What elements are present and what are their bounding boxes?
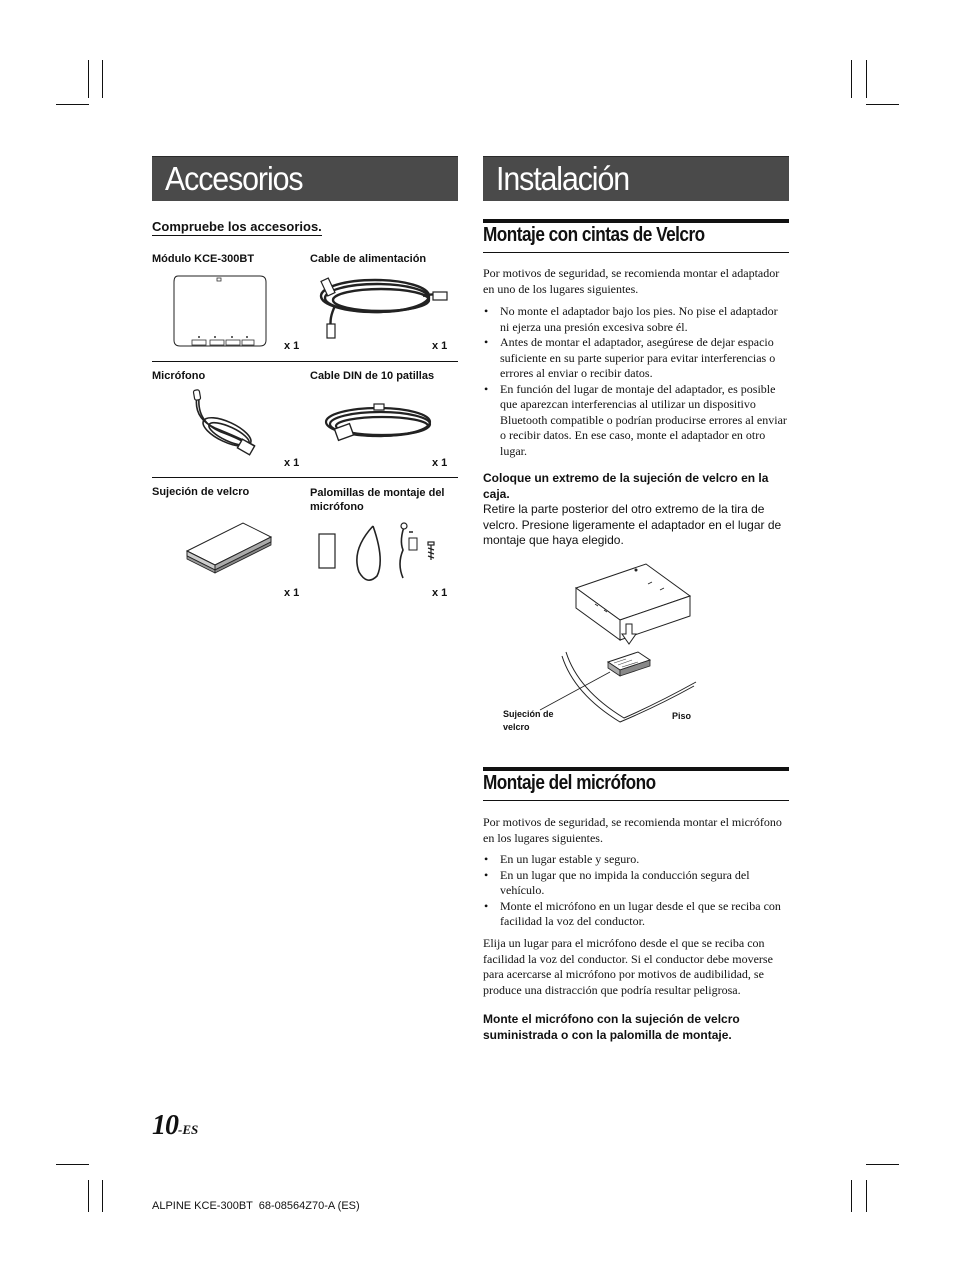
- list-item: • No monte el adaptador bajo los pies. No pise el adaptador ni ejerza una presión excesiva sobre él.: [483, 304, 789, 335]
- power-cable-illustration: [315, 270, 455, 340]
- qty-mic-clips: x 1: [432, 587, 448, 599]
- qty-din-cable: x 1: [432, 457, 448, 469]
- item-label-mic-clips: Palomillas de montaje del micrófono: [310, 487, 445, 513]
- page-number: [152, 1110, 198, 1142]
- module-illustration: [170, 270, 270, 350]
- item-divider: [152, 361, 458, 362]
- velcro-intro: Por motivos de seguridad, se recomienda montar el adaptador en uno de los lugares siguientes.: [483, 266, 780, 296]
- mic-clips-illustration: [315, 520, 445, 592]
- check-heading: Compruebe los accesorios.: [152, 219, 322, 234]
- qty-velcro: x 1: [284, 587, 300, 599]
- page-number-value: 10: [152, 1110, 178, 1141]
- item-label-velcro: Sujeción de velcro: [152, 486, 250, 498]
- velcro-bullets: [483, 304, 789, 459]
- section-rule-top: [483, 767, 789, 771]
- item-label-microphone: Micrófono: [152, 370, 206, 382]
- figure-label-velcro: Sujeción de velcro: [503, 709, 554, 732]
- mic-intro: Por motivos de seguridad, se recomienda montar el micrófono en los lugares siguientes.: [483, 815, 782, 845]
- qty-microphone: x 1: [284, 457, 300, 469]
- instalacion-banner: [483, 156, 789, 201]
- list-item: • En un lugar estable y seguro.: [483, 852, 789, 868]
- item-label-module: Módulo KCE-300BT: [152, 253, 255, 265]
- instalacion-title: Instalación: [496, 160, 630, 197]
- velcro-section-title: Montaje con cintas de Velcro: [483, 224, 705, 246]
- accesorios-banner: [152, 156, 458, 201]
- section-rule-top: [483, 219, 789, 223]
- velcro-illustration: [185, 517, 275, 577]
- din-cable-illustration: [320, 400, 440, 450]
- mic-step-heading: Monte el micrófono con la sujeción de velcro suministrada o con la palomilla de montaje.: [483, 1012, 740, 1042]
- mic-bullets: [483, 852, 789, 930]
- section-rule-bottom: [483, 252, 789, 253]
- accesorios-title: Accesorios: [165, 160, 303, 197]
- microphone-illustration: [185, 388, 275, 458]
- qty-power-cable: x 1: [432, 340, 448, 352]
- section-rule-bottom: [483, 800, 789, 801]
- list-item: • En función del lugar de montaje del adaptador, es posible que aparezcan interferencias al utilizar un dispositivo Bluetooth compatible o podrían producirse errores al enviar o recibir datos. En ese caso, monte el adaptador en otro lugar.: [483, 382, 789, 460]
- footer-code: ALPINE KCE-300BT 68-08564Z70-A (ES): [152, 1200, 360, 1212]
- velcro-mounting-figure: [500, 560, 710, 730]
- mic-section-title: Montaje del micrófono: [483, 772, 656, 794]
- page-number-suffix: -ES: [178, 1122, 199, 1137]
- item-divider: [152, 477, 458, 478]
- velcro-step-text: Retire la parte posterior del otro extremo de la tira de velcro. Presione ligeramente el adaptador en el lugar de montaje que haya elegido.: [483, 502, 782, 547]
- list-item: • Antes de montar el adaptador, asegúrese de dejar espacio suficiente en su parte superior para evitar interferencias o errores al enviar o recibir datos.: [483, 335, 789, 382]
- item-label-power-cable: Cable de alimentación: [310, 253, 427, 265]
- list-item: • En un lugar que no impida la conducción segura del vehículo.: [483, 868, 789, 899]
- list-item: • Monte el micrófono en un lugar desde el que se reciba con facilidad la voz del conductor.: [483, 899, 789, 930]
- velcro-step-heading: Coloque un extremo de la sujeción de velcro en la caja.: [483, 471, 769, 501]
- mic-paragraph: Elija un lugar para el micrófono desde el que se reciba con facilidad la voz del conductor. Si el conductor debe moverse para acercarse al micrófono por motivos de audibilidad, se produce una distracción que podría resultar peligrosa.: [483, 936, 773, 997]
- item-label-din-cable: Cable DIN de 10 patillas: [310, 370, 435, 382]
- qty-module: x 1: [284, 340, 300, 352]
- figure-label-floor: Piso: [672, 711, 692, 721]
